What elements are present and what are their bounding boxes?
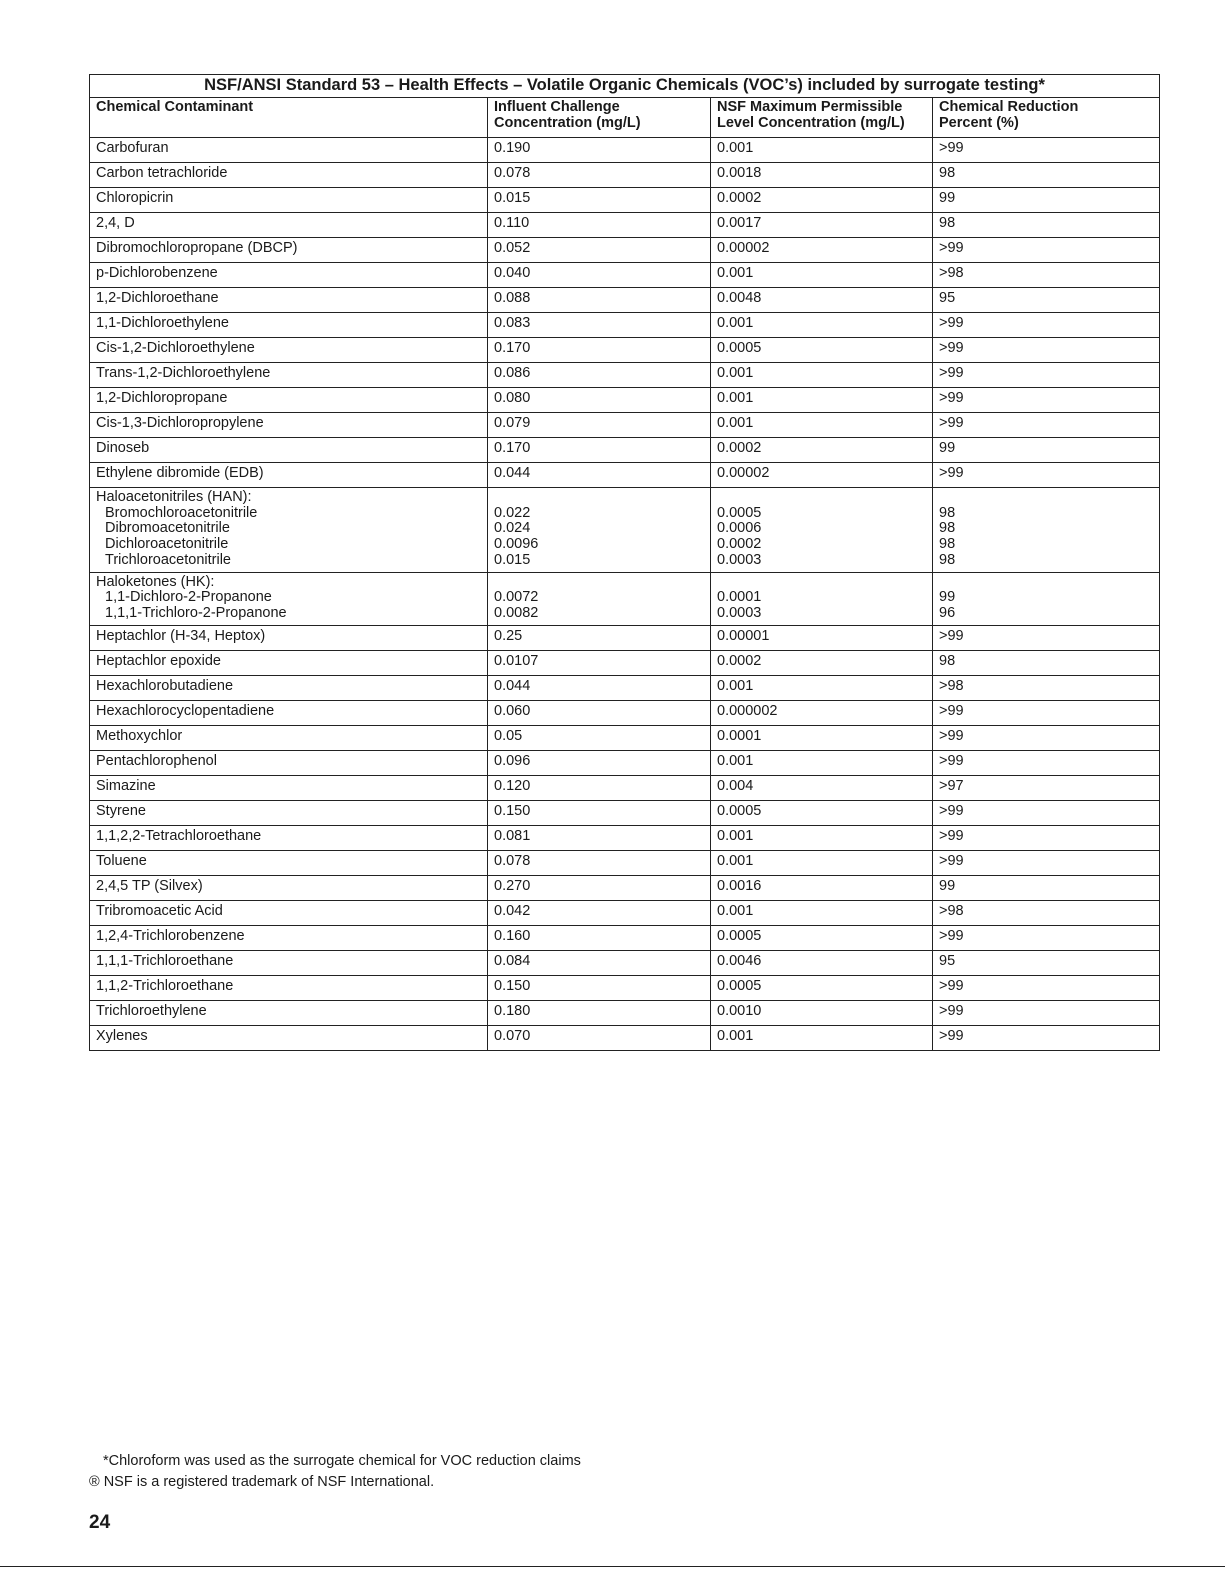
max-level-cell: 0.00002 [711, 463, 933, 488]
voc-reduction-table [89, 74, 1160, 1051]
influent-cell: 0.170 [488, 338, 711, 363]
header-influent-challenge: Influent Challenge Concentration (mg/L) [488, 98, 711, 138]
chemical-name-cell: Styrene [90, 800, 488, 825]
max-level-cell: 0.001 [711, 138, 933, 163]
chemical-name-cell: Trichloroethylene [90, 1000, 488, 1025]
group-item-name: 1,1,1-Trichloro-2-Propanone [105, 604, 287, 621]
table-row [90, 263, 1160, 288]
group-item-influent: 0.0096 [494, 536, 539, 553]
max-level-cell: 0.0010 [711, 1000, 933, 1025]
max-level-cell: 0.0018 [711, 163, 933, 188]
table-row [90, 875, 1160, 900]
reduction-cell: >99 [933, 625, 1160, 650]
table-row [90, 288, 1160, 313]
chemical-name-cell: Hexachlorobutadiene [90, 675, 488, 700]
chemical-group-cell [90, 572, 488, 625]
influent-cell: 0.190 [488, 138, 711, 163]
influent-cell: 0.078 [488, 850, 711, 875]
reduction-cell: 98 [933, 163, 1160, 188]
reduction-cell [933, 572, 1160, 625]
influent-cell: 0.096 [488, 750, 711, 775]
reduction-cell: >99 [933, 238, 1160, 263]
max-level-cell: 0.001 [711, 388, 933, 413]
table-row [90, 438, 1160, 463]
trademark-footnote: ® NSF is a registered trademark of NSF International. [89, 1474, 435, 1490]
influent-cell: 0.044 [488, 675, 711, 700]
chemical-name-cell: Methoxychlor [90, 725, 488, 750]
reduction-cell [933, 488, 1160, 573]
chemical-name-cell: Heptachlor (H-34, Heptox) [90, 625, 488, 650]
group-item-reduction: 99 [939, 589, 956, 606]
chemical-name-cell: Cis-1,3-Dichloropropylene [90, 413, 488, 438]
max-level-cell: 0.0005 [711, 800, 933, 825]
table-row [90, 463, 1160, 488]
max-level-cell: 0.001 [711, 825, 933, 850]
group-item-influent: 0.015 [494, 551, 531, 568]
table-row [90, 650, 1160, 675]
table-row [90, 338, 1160, 363]
group-item-name: Trichloroacetonitrile [105, 551, 231, 568]
max-level-cell: 0.0002 [711, 438, 933, 463]
group-item-max: 0.0005 [717, 504, 762, 521]
max-level-cell: 0.001 [711, 263, 933, 288]
chemical-name-cell: Tribromoacetic Acid [90, 900, 488, 925]
max-level-cell: 0.0017 [711, 213, 933, 238]
influent-cell: 0.052 [488, 238, 711, 263]
reduction-cell: >99 [933, 388, 1160, 413]
group-spacer [494, 575, 704, 591]
influent-cell: 0.180 [488, 1000, 711, 1025]
max-level-cell: 0.0001 [711, 725, 933, 750]
influent-cell: 0.060 [488, 700, 711, 725]
group-item-max: 0.0006 [717, 520, 762, 537]
chemical-name-cell: 1,1,1-Trichloroethane [90, 950, 488, 975]
group-item-influent: 0.0072 [494, 589, 539, 606]
table-row [90, 138, 1160, 163]
reduction-cell: >98 [933, 900, 1160, 925]
table-row [90, 238, 1160, 263]
chemical-name-cell: 1,1,2-Trichloroethane [90, 975, 488, 1000]
max-level-cell: 0.001 [711, 413, 933, 438]
chemical-name-cell: Ethylene dibromide (EDB) [90, 463, 488, 488]
group-spacer [717, 490, 926, 506]
influent-cell: 0.160 [488, 925, 711, 950]
group-item-reduction: 98 [939, 551, 956, 568]
table-row [90, 825, 1160, 850]
max-level-cell: 0.001 [711, 1025, 933, 1050]
group-spacer [494, 490, 704, 506]
max-level-cell: 0.00002 [711, 238, 933, 263]
max-level-cell: 0.001 [711, 313, 933, 338]
reduction-cell: >99 [933, 463, 1160, 488]
chemical-name-cell: Cis-1,2-Dichloroethylene [90, 338, 488, 363]
chemical-name-cell: 1,1-Dichloroethylene [90, 313, 488, 338]
table-group-row [90, 488, 1160, 573]
max-level-cell: 0.000002 [711, 700, 933, 725]
group-label: Haloacetonitriles (HAN): [96, 489, 252, 505]
max-level-cell: 0.001 [711, 850, 933, 875]
reduction-cell: >99 [933, 1025, 1160, 1050]
group-item-max: 0.0002 [717, 536, 762, 553]
reduction-cell: >97 [933, 775, 1160, 800]
group-item-influent: 0.024 [494, 520, 531, 537]
reduction-cell: 95 [933, 950, 1160, 975]
max-level-cell: 0.001 [711, 750, 933, 775]
reduction-cell: >99 [933, 138, 1160, 163]
reduction-cell: 98 [933, 650, 1160, 675]
group-item-max: 0.0001 [717, 589, 762, 606]
chemical-name-cell: 1,1,2,2-Tetrachloroethane [90, 825, 488, 850]
influent-cell: 0.080 [488, 388, 711, 413]
reduction-cell: >99 [933, 725, 1160, 750]
max-level-cell: 0.0005 [711, 338, 933, 363]
max-level-cell: 0.001 [711, 363, 933, 388]
table-row [90, 363, 1160, 388]
max-level-cell: 0.0046 [711, 950, 933, 975]
chemical-name-cell: p-Dichlorobenzene [90, 263, 488, 288]
max-level-cell: 0.001 [711, 900, 933, 925]
table-row [90, 950, 1160, 975]
max-level-cell: 0.0005 [711, 975, 933, 1000]
group-spacer [717, 575, 926, 591]
influent-cell [488, 572, 711, 625]
influent-cell: 0.081 [488, 825, 711, 850]
group-item-reduction: 98 [939, 520, 956, 537]
influent-cell: 0.086 [488, 363, 711, 388]
table-row [90, 700, 1160, 725]
reduction-cell: 99 [933, 875, 1160, 900]
chemical-name-cell: Pentachlorophenol [90, 750, 488, 775]
group-item-influent: 0.022 [494, 504, 531, 521]
reduction-cell: >99 [933, 925, 1160, 950]
table-row [90, 725, 1160, 750]
influent-cell: 0.270 [488, 875, 711, 900]
surrogate-footnote: *Chloroform was used as the surrogate chemical for VOC reduction claims [103, 1453, 581, 1469]
max-level-cell: 0.00001 [711, 625, 933, 650]
max-level-cell: 0.0002 [711, 188, 933, 213]
reduction-cell: >98 [933, 675, 1160, 700]
group-item-name: Bromochloroacetonitrile [105, 504, 258, 521]
group-item-reduction: 98 [939, 504, 956, 521]
reduction-cell: >99 [933, 750, 1160, 775]
table-row [90, 188, 1160, 213]
group-spacer [939, 490, 1153, 506]
table-row [90, 163, 1160, 188]
influent-cell: 0.070 [488, 1025, 711, 1050]
influent-cell: 0.088 [488, 288, 711, 313]
influent-cell: 0.150 [488, 975, 711, 1000]
influent-cell: 0.05 [488, 725, 711, 750]
group-label: Haloketones (HK): [96, 573, 215, 590]
table-row [90, 625, 1160, 650]
max-level-cell: 0.0016 [711, 875, 933, 900]
reduction-cell: 99 [933, 438, 1160, 463]
table-row [90, 850, 1160, 875]
table-body [90, 138, 1160, 1051]
chemical-name-cell: Heptachlor epoxide [90, 650, 488, 675]
chemical-name-cell: Trans-1,2-Dichloroethylene [90, 363, 488, 388]
chemical-name-cell: Dibromochloropropane (DBCP) [90, 238, 488, 263]
table-row [90, 413, 1160, 438]
table-title: NSF/ANSI Standard 53 – Health Effects – Volatile Organic Chemicals (VOC’s) included by surrogate testing* [90, 75, 1160, 98]
group-item-name: Dibromoacetonitrile [105, 520, 230, 537]
influent-cell: 0.120 [488, 775, 711, 800]
table-row [90, 975, 1160, 1000]
group-item-max: 0.0003 [717, 551, 762, 568]
chemical-name-cell: Hexachlorocyclopentadiene [90, 700, 488, 725]
max-level-cell: 0.0048 [711, 288, 933, 313]
chemical-name-cell: Dinoseb [90, 438, 488, 463]
reduction-cell: 98 [933, 213, 1160, 238]
chemical-name-cell: Carbofuran [90, 138, 488, 163]
table-row [90, 800, 1160, 825]
table-row [90, 675, 1160, 700]
reduction-cell: >99 [933, 975, 1160, 1000]
max-level-cell: 0.004 [711, 775, 933, 800]
influent-cell: 0.083 [488, 313, 711, 338]
reduction-cell: 95 [933, 288, 1160, 313]
influent-cell: 0.0107 [488, 650, 711, 675]
reduction-cell: >99 [933, 850, 1160, 875]
group-item-influent: 0.0082 [494, 604, 539, 621]
max-level-cell: 0.0005 [711, 925, 933, 950]
table-row [90, 313, 1160, 338]
header-chemical-reduction: Chemical Reduction Percent (%) [933, 98, 1160, 138]
table-row [90, 213, 1160, 238]
reduction-cell: >99 [933, 338, 1160, 363]
influent-cell: 0.040 [488, 263, 711, 288]
table-row [90, 750, 1160, 775]
chemical-name-cell: 1,2-Dichloroethane [90, 288, 488, 313]
influent-cell: 0.079 [488, 413, 711, 438]
table-row [90, 925, 1160, 950]
table-row [90, 900, 1160, 925]
chemical-name-cell: Simazine [90, 775, 488, 800]
reduction-cell: >99 [933, 363, 1160, 388]
table-row [90, 1000, 1160, 1025]
max-level-cell: 0.0002 [711, 650, 933, 675]
influent-cell: 0.042 [488, 900, 711, 925]
reduction-cell: >99 [933, 1000, 1160, 1025]
reduction-cell: >98 [933, 263, 1160, 288]
max-level-cell [711, 572, 933, 625]
reduction-cell: >99 [933, 700, 1160, 725]
influent-cell: 0.044 [488, 463, 711, 488]
table-row [90, 388, 1160, 413]
reduction-cell: >99 [933, 313, 1160, 338]
table-group-row [90, 572, 1160, 625]
influent-cell [488, 488, 711, 573]
influent-cell: 0.084 [488, 950, 711, 975]
influent-cell: 0.015 [488, 188, 711, 213]
group-item-reduction: 96 [939, 604, 956, 621]
group-item-reduction: 98 [939, 536, 956, 553]
reduction-cell: >99 [933, 825, 1160, 850]
chemical-name-cell: Chloropicrin [90, 188, 488, 213]
page-number: 24 [89, 1512, 111, 1533]
influent-cell: 0.110 [488, 213, 711, 238]
influent-cell: 0.170 [488, 438, 711, 463]
group-spacer [939, 575, 1153, 591]
header-chemical-contaminant: Chemical Contaminant [90, 98, 488, 138]
group-item-name: Dichloroacetonitrile [105, 536, 229, 553]
chemical-name-cell: 1,2,4-Trichlorobenzene [90, 925, 488, 950]
chemical-name-cell: Xylenes [90, 1025, 488, 1050]
table-row [90, 1025, 1160, 1050]
chemical-group-cell [90, 488, 488, 573]
reduction-cell: 99 [933, 188, 1160, 213]
influent-cell: 0.150 [488, 800, 711, 825]
max-level-cell [711, 488, 933, 573]
chemical-name-cell: Toluene [90, 850, 488, 875]
chemical-name-cell: 2,4,5 TP (Silvex) [90, 875, 488, 900]
max-level-cell: 0.001 [711, 675, 933, 700]
header-max-permissible-level: NSF Maximum Permissible Level Concentration (mg/L) [711, 98, 933, 138]
chemical-name-cell: 2,4, D [90, 213, 488, 238]
table-row [90, 775, 1160, 800]
group-item-name: 1,1-Dichloro-2-Propanone [105, 589, 272, 606]
influent-cell: 0.25 [488, 625, 711, 650]
reduction-cell: >99 [933, 800, 1160, 825]
chemical-name-cell: Carbon tetrachloride [90, 163, 488, 188]
chemical-name-cell: 1,2-Dichloropropane [90, 388, 488, 413]
reduction-cell: >99 [933, 413, 1160, 438]
influent-cell: 0.078 [488, 163, 711, 188]
bottom-rule [0, 1566, 1225, 1567]
group-item-max: 0.0003 [717, 604, 762, 621]
